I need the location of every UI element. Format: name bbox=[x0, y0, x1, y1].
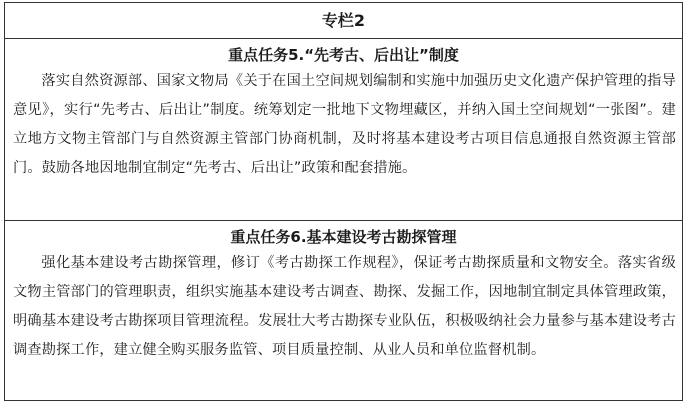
column-title: 专栏2 bbox=[5, 3, 682, 39]
task-5-body: 落实自然资源部、国家文物局《关于在国土空间规划编制和实施中加强历史文化遗产保护管理的指导意见》，实行“先考古、后出让”制度。统筹划定一批地下文物埋藏区，并纳入国土空间规划“一张图”。建立地方文物主管部门与自然资源主管部门协商机制，及时将基本建设考古项目信息通报自然资源主管部门。鼓励各地因地制宜制定“先考古、后出让”政策和配套措施。 bbox=[13, 73, 676, 176]
task-6-body: 强化基本建设考古勘探管理，修订《考古勘探工作规程》，保证考古勘探质量和文物安全。落实省级文物主管部门的管理职责，组织实施基本建设考古调查、勘探、发掘工作，因地制宜制定具体管理政策，明确基本建设考古勘探项目管理流程。发展壮大考古勘探专业队伍，积极吸纳社会力量参与基本建设考古调查勘探工作，建立健全购买服务监管、项目质量控制、从业人员和单位监督机制。 bbox=[13, 255, 676, 358]
task-section-5 bbox=[5, 39, 682, 221]
column-box bbox=[4, 2, 683, 401]
task-6-heading: 重点任务6.基本建设考古勘探管理 bbox=[230, 228, 457, 246]
task-5-heading: 重点任务5.“先考古、后出让”制度 bbox=[228, 46, 459, 64]
task-section-6 bbox=[5, 221, 682, 400]
